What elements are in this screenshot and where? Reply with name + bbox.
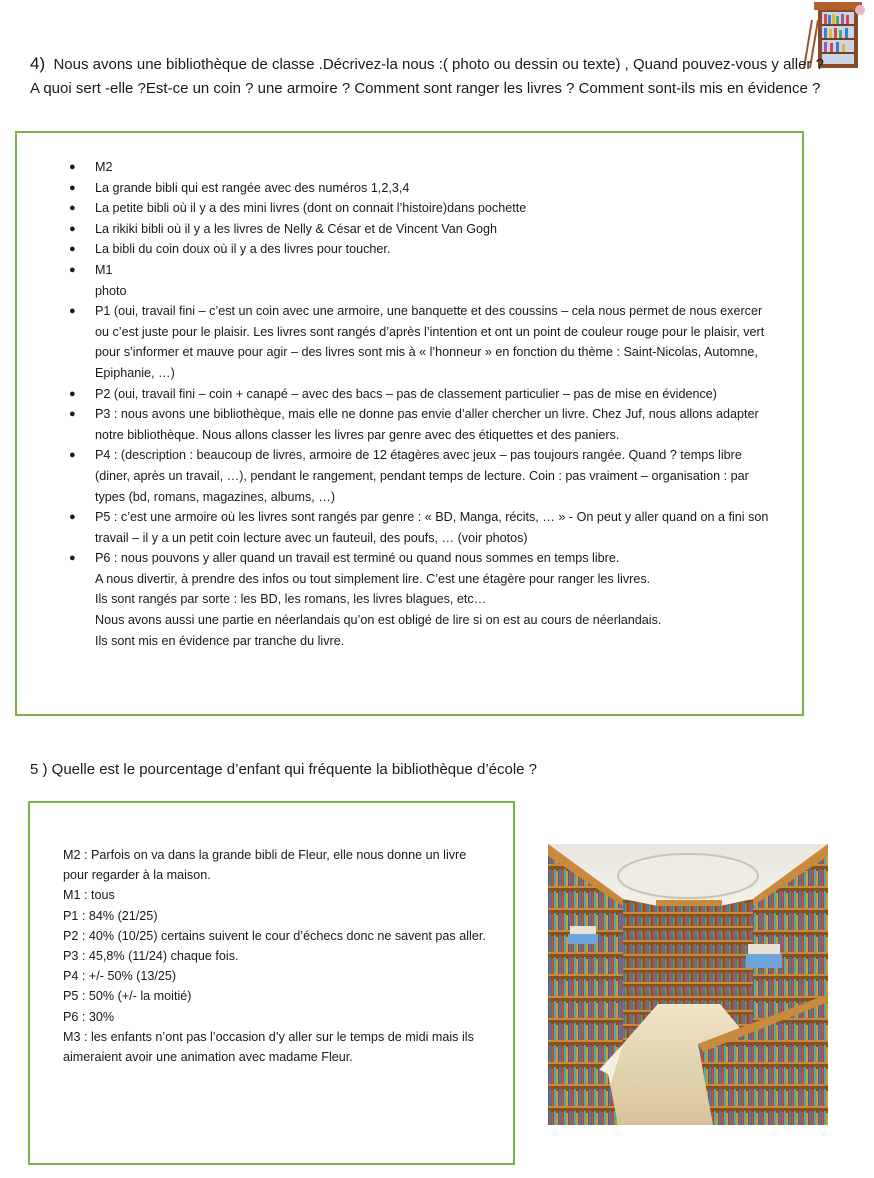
list-item-continuation: Ils sont rangés par sorte : les BD, les romans, les livres blagues, etc… — [95, 592, 487, 607]
list-item: ● P2 (oui, travail fini – coin + canapé – avec des bacs – pas de classement particulier – pas de mise en évidence) — [55, 384, 775, 405]
bullet-icon: ● — [69, 202, 76, 215]
question-5: 5 ) Quelle est le pourcentage d’enfant qui fréquente la bibliothèque d’école ? — [30, 761, 538, 778]
bullet-icon: ● — [69, 243, 76, 256]
bullet-icon: ● — [69, 263, 76, 276]
list-item-continuation: Ils sont mis en évidence par tranche du livre. — [95, 633, 345, 648]
answer-line: P5 : 50% (+/- la moitié) — [63, 989, 192, 1004]
list-item: ● P6 : nous pouvons y aller quand un travail est terminé ou quand nous sommes en temps libre. — [55, 548, 775, 569]
list-item: ● P1 (oui, travail fini – c’est un coin avec une armoire, une banquette et des coussins – cela nous permet de nous exercer ou c’est juste pour le plaisir. Les livres sont rangés d’après l’intention et ont un point de couleur rouge pour le plaisir, vert pour s’informer et mauve pour agir – des livres sont mis à « l’honneur » en fonction du thème : Saint-Nicolas, Automne, Epiphanie, …) — [55, 301, 775, 383]
list-item: ● La petite bibli où il y a des mini livres (dont on connait l’histoire)dans pochette — [55, 198, 775, 219]
list-item: ● P5 : c’est une armoire où les livres sont rangés par genre : « BD, Manga, récits, … » - On peut y aller quand on a fini son travail – il y a un petit coin lecture avec un fauteuil, des poufs, … (voir photos) — [55, 507, 775, 548]
library-illustration — [548, 844, 828, 1125]
question-4-number: 4) — [30, 54, 46, 73]
list-item-continuation: photo — [95, 283, 127, 298]
answer-line: P2 : 40% (10/25) certains suivent le cour d’échecs donc ne savent pas aller. — [63, 928, 486, 943]
answer-list-4 — [55, 157, 775, 651]
bullet-icon: ● — [69, 449, 76, 462]
bullet-icon: ● — [69, 222, 76, 235]
answer-line: P1 : 84% (21/25) — [63, 908, 158, 923]
list-item: ● La rikiki bibli où il y a les livres de Nelly & César et de Vincent Van Gogh — [55, 219, 775, 240]
answer-line: M1 : tous — [63, 888, 115, 903]
question-4 — [30, 52, 830, 101]
list-item-continuation: A nous divertir, à prendre des infos ou tout simplement lire. C’est une étagère pour ranger les livres. — [95, 571, 651, 586]
answer-line: P6 : 30% — [63, 1009, 115, 1024]
list-item: ● La grande bibli qui est rangée avec des numéros 1,2,3,4 — [55, 178, 775, 199]
list-item: ● M2 — [55, 157, 775, 178]
bullet-icon: ● — [69, 552, 76, 565]
list-item: ● La bibli du coin doux où il y a des livres pour toucher. — [55, 239, 775, 260]
list-item-continuation: Nous avons aussi une partie en néerlandais qu’on est obligé de lire si on est au cours de néerlandais. — [95, 613, 662, 628]
bullet-icon: ● — [69, 408, 76, 421]
bullet-icon: ● — [69, 387, 76, 400]
bullet-icon: ● — [69, 305, 76, 318]
bullet-icon: ● — [69, 181, 76, 194]
bullet-icon: ● — [69, 511, 76, 524]
list-item: ● P4 : (description : beaucoup de livres, armoire de 12 étagères avec jeux – pas toujours rangée. Quand ? temps libre (diner, après un travail, …), pendant le rangement, pendant temps de lecture. Coin : pas vraiment – organisation : par types (bd, romans, magazines, albums, …) — [55, 445, 775, 507]
answer-text-5 — [63, 845, 488, 1067]
list-item: ● M1 — [55, 260, 775, 281]
answer-line: M3 : les enfants n’ont pas l’occasion d’y aller sur le temps de midi mais ils aimeraient avoir une animation avec madame Fleur. — [63, 1029, 474, 1065]
answer-line: P4 : +/- 50% (13/25) — [63, 969, 177, 984]
question-4-text: Nous avons une bibliothèque de classe .Décrivez-la nous :( photo ou dessin ou texte) , Quand pouvez-vous y aller ? A quoi sert -elle ?Est-ce un coin ? une armoire ? Comment sont ranger les livres ? Comment sont-ils mis en évidence ? — [30, 56, 824, 97]
list-item: ● P3 : nous avons une bibliothèque, mais elle ne donne pas envie d’aller chercher un livre. Chez Juf, nous allons adapter notre bibliothèque. Nous allons classer les livres par genre avec des étiquettes et des paniers. — [55, 404, 775, 445]
answer-line: P3 : 45,8% (11/24) chaque fois. — [63, 949, 239, 964]
answer-line: M2 : Parfois on va dans la grande bibli de Fleur, elle nous donne un livre pour regarder à la maison. — [63, 848, 467, 883]
bullet-icon: ● — [69, 161, 76, 173]
